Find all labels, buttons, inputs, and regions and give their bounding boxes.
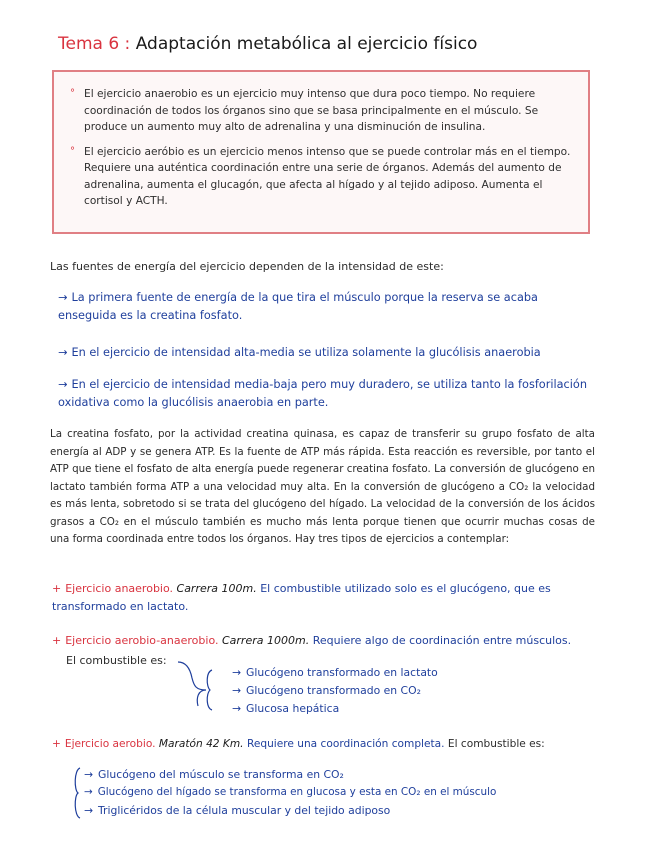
fuel-item: → Triglicéridos de la célula muscular y del tejido adiposo <box>84 804 391 817</box>
arrow-right-icon: → <box>84 804 94 817</box>
callout-anaerobic: ° El ejercicio anaerobio es un ejercicio muy intenso que dura poco tiempo. No requiere coordinación de todos los órganos sino que se basa principalmente en el músculo. Se produce un aumento muy alto de adrenalina y una disminución de insulina. <box>70 88 539 133</box>
topic-label: Tema 6 <box>58 34 120 54</box>
plus-icon: + <box>52 634 62 647</box>
fuel-item: → Glucosa hepática <box>232 702 340 715</box>
creatine-paragraph: La creatina fosfato, por la actividad creatina quinasa, es capaz de transferir su grupo fosfato de alta energía al ADP y se genera ATP. Es la fuente de ATP más rápida. Esta reacción es reversible, por tanto el ATP que tiene el fosfato de alta energía puede regenerar creatina fosfato. La conversión de glucógeno en lactato también forma ATP a una velocidad muy alta. En la conversión de glucógeno a CO₂ la velocidad es más lenta, sobretodo si se trata del glucógeno del hígado. La velocidad de la conversión de los ácidos grasos a CO₂ en el músculo también es mucho más lenta porque tienen que ocurrir muchas cosas de una forma coordinada entre todos los órganos. Hay tres tipos de ejercicios a contemplar: <box>50 428 595 545</box>
arrow-right-icon: → <box>232 684 242 697</box>
bullet-icon: ° <box>70 145 75 157</box>
arrow-right-icon: → <box>84 786 93 798</box>
arrow-right-icon: → <box>232 702 242 715</box>
source-item-creatine: → La primera fuente de energía de la que tira el músculo porque la reserva se acaba enseguida es la creatina fosfato. <box>58 291 538 322</box>
summary-callout-box <box>52 70 590 234</box>
fuel-item: → Glucógeno del músculo se transforma en CO₂ <box>84 768 344 781</box>
energy-sources-intro: Las fuentes de energía del ejercicio dependen de la intensidad de este: <box>50 260 444 273</box>
fuel-label-aerobic: El combustible es: <box>447 738 545 750</box>
plus-icon: + <box>52 738 61 750</box>
brace-connector <box>176 658 232 714</box>
source-item-glycolysis: → En el ejercicio de intensidad alta-media se utiliza solamente la glucólisis anaerobia <box>58 346 541 359</box>
arrow-right-icon: → <box>232 666 242 679</box>
fuel-label-mixed: El combustible es: <box>66 654 167 667</box>
exercise-mixed <box>52 632 597 650</box>
exercise-anaerobic <box>52 580 597 616</box>
exercise-detail: Carrera 1000m. <box>221 634 310 647</box>
arrow-right-icon: → <box>58 346 68 359</box>
title-colon: : <box>119 34 136 54</box>
topic-title: Adaptación metabólica al ejercicio físico <box>135 34 478 54</box>
arrow-right-icon: → <box>84 768 94 781</box>
plus-icon: + <box>52 582 62 595</box>
exercise-detail: Maratón 42 Km. <box>158 738 244 750</box>
fuel-item: → Glucógeno del hígado se transforma en glucosa y esta en CO₂ en el músculo <box>84 786 497 798</box>
exercise-name: Ejercicio aerobio. <box>64 738 156 750</box>
exercise-name: Ejercicio anaerobio. <box>65 582 174 595</box>
page-title <box>58 34 477 54</box>
exercise-text: Requiere una coordinación completa. <box>246 738 445 750</box>
exercise-text: Requiere algo de coordinación entre músculos. <box>312 634 572 647</box>
exercise-text: El combustible utilizado solo es el glucógeno, que es transformado en lactato. <box>52 582 551 613</box>
exercise-name: Ejercicio aerobio-anaerobio. <box>65 634 219 647</box>
callout-aerobic: ° El ejercicio aeróbio es un ejercicio menos intenso que se puede controlar más en el tiempo. Requiere una auténtica coordinación entre una serie de órganos. Además del aumento de adrenalina, aumenta el glucagón, que afecta al hígado y al tejido adiposo. Aumenta el cortisol y ACTH. <box>70 145 571 207</box>
exercise-aerobic <box>52 735 612 753</box>
fuel-item: → Glucógeno transformado en lactato <box>232 666 438 679</box>
source-item-oxidative: → En el ejercicio de intensidad media-baja pero muy duradero, se utiliza tanto la fosforilación oxidativa como la glucólisis anaerobia en parte. <box>58 378 587 409</box>
exercise-detail: Carrera 100m. <box>176 582 257 595</box>
bullet-icon: ° <box>70 88 75 99</box>
fuel-item: → Glucógeno transformado en CO₂ <box>232 684 421 697</box>
arrow-right-icon: → <box>58 378 68 391</box>
bracket-connector <box>72 766 82 820</box>
arrow-right-icon: → <box>58 291 68 304</box>
